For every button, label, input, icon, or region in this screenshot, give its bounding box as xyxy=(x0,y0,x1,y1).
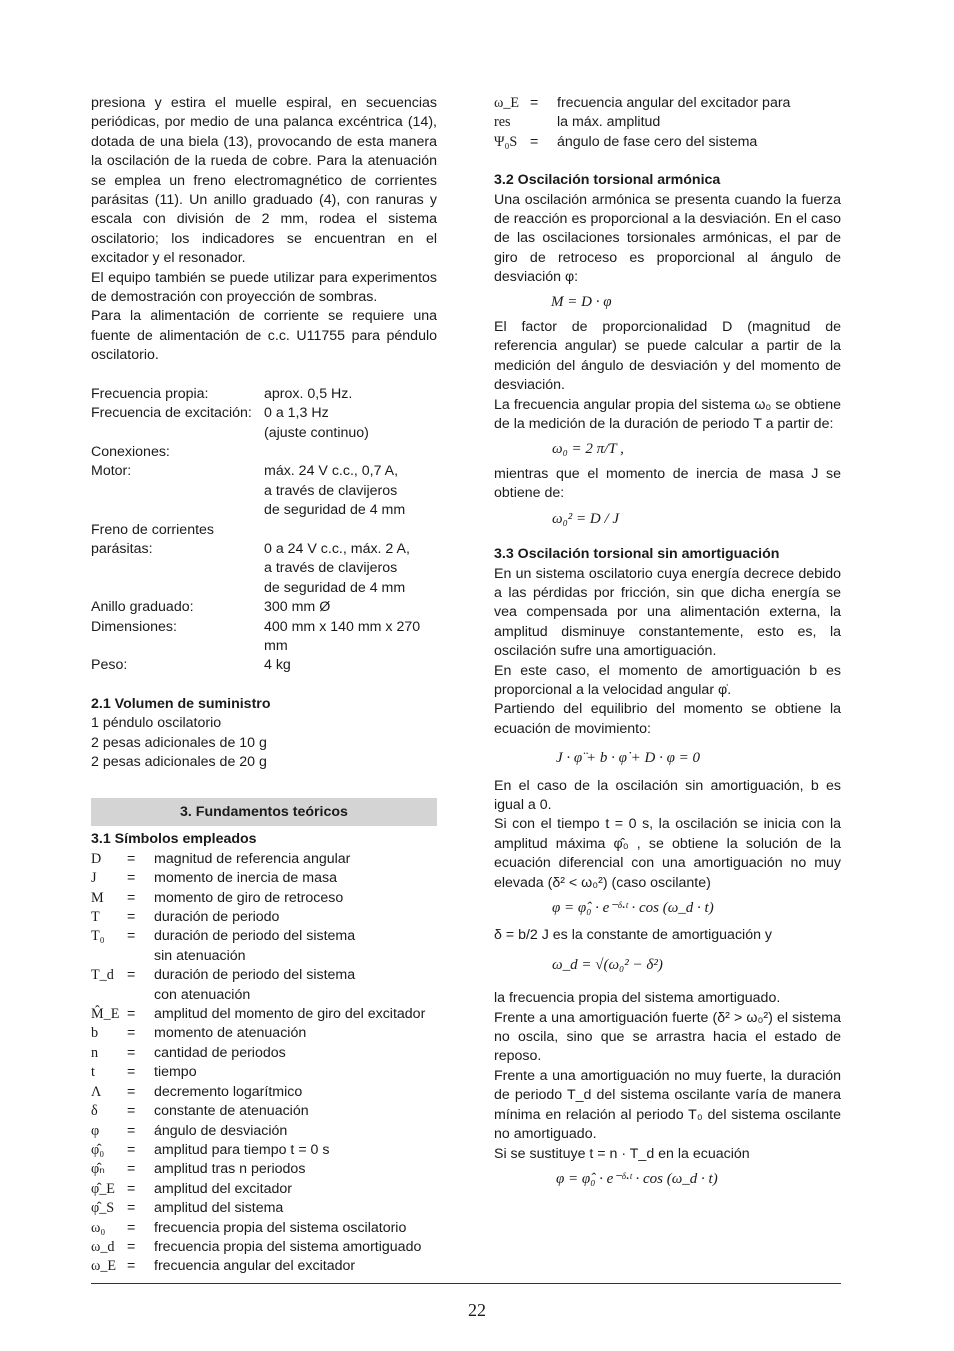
symbol: Ψ₀S xyxy=(494,133,518,150)
supply-item: 2 pesas adicionales de 20 g xyxy=(91,754,267,770)
footer-rule xyxy=(91,1283,841,1284)
symbol: T_d xyxy=(91,967,114,984)
page-number: 22 xyxy=(468,1300,486,1320)
symbol: M̂_E xyxy=(91,1006,120,1023)
supply-item: 1 péndulo oscilatorio xyxy=(91,715,222,732)
paragraph: Partiendo del equilibrio del momento se obtiene la ecuación de movimiento: xyxy=(494,701,841,737)
spec-value: 0 a 24 V c.c., máx. 2 A, a través de clavijeros de seguridad de 4 mm xyxy=(264,540,410,596)
equals-sign: = xyxy=(127,1141,136,1158)
spec-label: Freno de corrientes xyxy=(91,521,215,538)
symbol-row xyxy=(91,1160,437,1179)
symbol-row xyxy=(91,1044,437,1063)
paragraph: El factor de proporcionalidad D (magnitud de referencia angular) se puede calcular a partir de la medición del ángulo de desviación y del momento de desviación. xyxy=(494,319,841,394)
symbols-list-continued xyxy=(494,94,841,152)
spec-value: máx. 24 V c.c., 0,7 A, a través de clavijeros de seguridad de 4 mm xyxy=(264,463,406,519)
spec-label: Anillo graduado: xyxy=(91,599,194,616)
paragraph: la frecuencia propia del sistema amortiguado. xyxy=(494,990,781,1007)
symbol-row xyxy=(91,1141,437,1160)
spec-row xyxy=(91,618,437,657)
symbol-description: duración de periodo xyxy=(154,909,280,926)
equals-sign: = xyxy=(530,133,539,150)
spec-value: 0 a 1,3 Hz (ajuste continuo) xyxy=(264,405,369,441)
formula-omega0-squared: ω₀² = D / J xyxy=(552,510,620,527)
paragraph: Frente a una amortiguación fuerte (δ² > ω₀²) el sistema no oscila, sino que se arrastra hacia el estado de reposo. xyxy=(494,1009,841,1065)
specifications-list xyxy=(91,385,437,676)
symbol: T₀ xyxy=(91,928,105,945)
spec-row xyxy=(91,598,437,617)
spec-value: 400 mm x 140 mm x 270 mm xyxy=(264,618,421,654)
equals-sign: = xyxy=(127,1161,136,1178)
equals-sign: = xyxy=(127,850,136,867)
symbol: ω_d xyxy=(91,1238,115,1255)
symbol-row xyxy=(91,1199,437,1218)
symbol-row xyxy=(91,1180,437,1199)
equals-sign: = xyxy=(127,1025,136,1042)
symbol-description: cantidad de periodos xyxy=(154,1044,286,1061)
formula-motion-equation: J · φ̈ + b · φ̇ + D · φ = 0 xyxy=(556,750,701,767)
right-column xyxy=(494,94,841,1195)
symbol-description: frecuencia propia del sistema oscilatorio xyxy=(154,1219,407,1236)
symbol-description: magnitud de referencia angular xyxy=(154,850,351,867)
intro-paragraph: Para la alimentación de corriente se requiere una fuente de alimentación de c.c. U11755 para péndulo oscilatorio. xyxy=(91,308,437,364)
equals-sign: = xyxy=(127,1083,136,1100)
symbol-row xyxy=(91,1257,437,1276)
symbol-row xyxy=(91,1005,437,1024)
spec-value: aprox. 0,5 Hz. xyxy=(264,385,353,402)
formula-omega0: ω₀ = 2 π/T , xyxy=(552,440,624,457)
symbol: D xyxy=(91,850,102,867)
equals-sign: = xyxy=(127,967,136,984)
spec-label: Motor: xyxy=(91,463,132,480)
symbol-description: frecuencia angular del excitador xyxy=(154,1258,356,1275)
symbol: M xyxy=(91,889,104,906)
spec-row xyxy=(91,540,437,598)
spec-row xyxy=(91,656,437,675)
symbol-row xyxy=(494,94,841,133)
symbol: φ xyxy=(91,1122,100,1139)
spec-label: Frecuencia propia: xyxy=(91,385,209,402)
symbol: Λ xyxy=(91,1083,102,1100)
symbol-description: amplitud tras n periodos xyxy=(154,1161,306,1178)
symbol-row xyxy=(91,966,437,1005)
equals-sign: = xyxy=(127,1180,136,1197)
symbol-row xyxy=(91,1219,437,1238)
spec-label: Frecuencia de excitación: xyxy=(91,405,252,422)
symbol-description: duración de periodo del sistema sin atenuación xyxy=(154,928,356,964)
formula-solution: φ = φ̂₀ · e⁻ᵟ·ᵗ · cos (ω_d · t) xyxy=(552,900,714,917)
symbol-description: duración de periodo del sistema con atenuación xyxy=(154,967,356,1003)
paragraph: En este caso, el momento de amortiguación b es proporcional a la velocidad angular φ̇. xyxy=(494,662,841,698)
section-band: 3. Fundamentos teóricos xyxy=(91,798,437,826)
symbol-description: constante de atenuación xyxy=(154,1103,309,1120)
symbol-description: tiempo xyxy=(154,1064,197,1081)
intro-paragraph: El equipo también se puede utilizar para experimentos de demostración con proyección de sombras. xyxy=(91,269,437,306)
symbol-description: momento de atenuación xyxy=(154,1025,307,1042)
symbol-description: frecuencia propia del sistema amortiguado xyxy=(154,1238,422,1255)
symbol-row xyxy=(91,908,437,927)
symbol: J xyxy=(91,870,97,887)
equals-sign: = xyxy=(127,1006,136,1023)
spec-label: Peso: xyxy=(91,657,128,674)
symbol-row xyxy=(91,927,437,966)
paragraph: En el caso de la oscilación sin amortiguación, b es igual a 0. xyxy=(494,777,841,813)
symbol: φ̂_E xyxy=(91,1180,115,1197)
spec-value xyxy=(264,443,437,462)
symbol-description: decremento logarítmico xyxy=(154,1083,303,1100)
equals-sign: = xyxy=(127,928,136,945)
spec-label: parásitas: xyxy=(91,540,153,557)
equals-sign: = xyxy=(127,1044,136,1061)
symbol-description: frecuencia angular del excitador para la máx. amplitud xyxy=(557,95,791,131)
intro-paragraph: presiona y estira el muelle espiral, en secuencias periódicas, por medio de una palanca excéntrica (14), dotada de una biela (13), provocando de esta manera la oscilación de la rueda de cobre. Para la atenuación se emplea un freno electromagnético de corrientes parásitas (11). Un anillo graduado (4), con ranuras y escala con división de 2 mm, rodea el sistema oscilatorio; los indicadores se encuentran en el excitador y el resonador. xyxy=(91,95,437,267)
symbol: t xyxy=(91,1064,95,1081)
spec-value xyxy=(264,521,437,540)
equals-sign: = xyxy=(127,1064,136,1081)
symbol: δ xyxy=(91,1103,98,1120)
spec-row xyxy=(91,404,437,443)
equals-sign: = xyxy=(127,909,136,926)
spec-row xyxy=(91,443,437,462)
symbol-description: amplitud del sistema xyxy=(154,1200,284,1217)
symbol-row xyxy=(91,869,437,888)
symbol-description: ángulo de fase cero del sistema xyxy=(557,133,758,150)
symbol: φ̂_S xyxy=(91,1200,115,1217)
symbol: T xyxy=(91,909,100,926)
equals-sign: = xyxy=(127,1200,136,1217)
spec-row xyxy=(91,521,437,540)
equals-sign: = xyxy=(530,95,539,111)
symbol: ω₀ xyxy=(91,1219,106,1236)
spec-value: 4 kg xyxy=(264,657,291,674)
spec-row xyxy=(91,385,437,404)
paragraph: Una oscilación armónica se presenta cuando la fuerza de reacción es proporcional a la desviación. En el caso de las oscilaciones torsionales armónicas, el par de giro de retroceso es proporcional al ángulo de desviación φ: xyxy=(494,191,841,286)
symbol-row xyxy=(91,850,437,869)
symbol-description: ángulo de desviación xyxy=(154,1122,288,1139)
symbol-row xyxy=(91,1102,437,1121)
equals-sign: = xyxy=(127,870,136,887)
symbol: ω_E res xyxy=(494,95,520,131)
paragraph: mientras que el momento de inercia de masa J se obtiene de: xyxy=(494,465,841,502)
symbol-row xyxy=(91,1238,437,1257)
symbol-description: amplitud del momento de giro del excitador xyxy=(154,1006,426,1023)
equals-sign: = xyxy=(127,889,136,906)
formula-omega-d: ω_d = √(ω₀² − δ²) xyxy=(552,956,663,973)
symbol-description: momento de giro de retroceso xyxy=(154,889,344,906)
equals-sign: = xyxy=(127,1258,136,1275)
paragraph: δ = b/2 J es la constante de amortiguación y xyxy=(494,927,773,944)
symbols-heading: 3.1 Símbolos empleados xyxy=(91,831,257,848)
equals-sign: = xyxy=(127,1219,136,1236)
paragraph: Si se sustituye t = n · T_d en la ecuación xyxy=(494,1145,750,1162)
symbol-row xyxy=(91,1122,437,1141)
symbol-description: momento de inercia de masa xyxy=(154,870,337,887)
symbol: b xyxy=(91,1025,99,1042)
symbol-row xyxy=(91,889,437,908)
symbol: φ̂ₙ xyxy=(91,1161,105,1178)
paragraph: Si con el tiempo t = 0 s, la oscilación se inicia con la amplitud máxima φ̂₀ , se obtiene la solución de la ecuación diferencial con una amortiguación no muy elevada (δ² < ω₀²) (caso oscilante) xyxy=(494,816,841,891)
paragraph: En un sistema oscilatorio cuya energía decrece debido a las pérdidas por fricción, sin que dicha energía se vea compensada por una alimentación externa, la amplitud disminuye constantemente, esto es, la oscilación sufre una amortiguación. xyxy=(494,565,841,660)
formula-solution-repeat: φ = φ̂₀ · e⁻ᵟ·ᵗ · cos (ω_d · t) xyxy=(556,1170,718,1187)
symbols-list xyxy=(91,850,437,1277)
supply-item: 2 pesas adicionales de 10 g xyxy=(91,734,267,751)
spec-label: Dimensiones: xyxy=(91,618,177,635)
section-heading-3-3: 3.3 Oscilación torsional sin amortiguación xyxy=(494,546,780,563)
symbol-row xyxy=(91,1083,437,1102)
paragraph: Frente a una amortiguación no muy fuerte, la duración de periodo T_d del sistema oscilante varía de manera mínima en relación al periodo T₀ del sistema oscilante no amortiguado. xyxy=(494,1067,841,1143)
symbol-description: amplitud para tiempo t = 0 s xyxy=(154,1141,330,1158)
supply-heading: 2.1 Volumen de suministro xyxy=(91,695,271,712)
symbol: ω_E xyxy=(91,1258,117,1275)
spec-label: Conexiones: xyxy=(91,443,170,460)
symbol-row xyxy=(494,133,841,152)
spec-row xyxy=(91,462,437,520)
paragraph: La frecuencia angular propia del sistema ω₀ se obtiene de la medición de la duración de periodo T a partir de: xyxy=(494,396,841,433)
equals-sign: = xyxy=(127,1238,136,1255)
spec-value: 300 mm Ø xyxy=(264,599,331,616)
symbol-row xyxy=(91,1024,437,1043)
section-heading-3-2: 3.2 Oscilación torsional armónica xyxy=(494,172,721,189)
symbol: n xyxy=(91,1044,99,1061)
left-column xyxy=(91,94,437,1277)
symbol-row xyxy=(91,1063,437,1082)
equals-sign: = xyxy=(127,1122,136,1139)
symbol-description: amplitud del excitador xyxy=(154,1180,293,1197)
formula-torque: M = D · φ xyxy=(551,293,612,310)
symbol: φ̂₀ xyxy=(91,1141,105,1158)
equals-sign: = xyxy=(127,1103,136,1120)
